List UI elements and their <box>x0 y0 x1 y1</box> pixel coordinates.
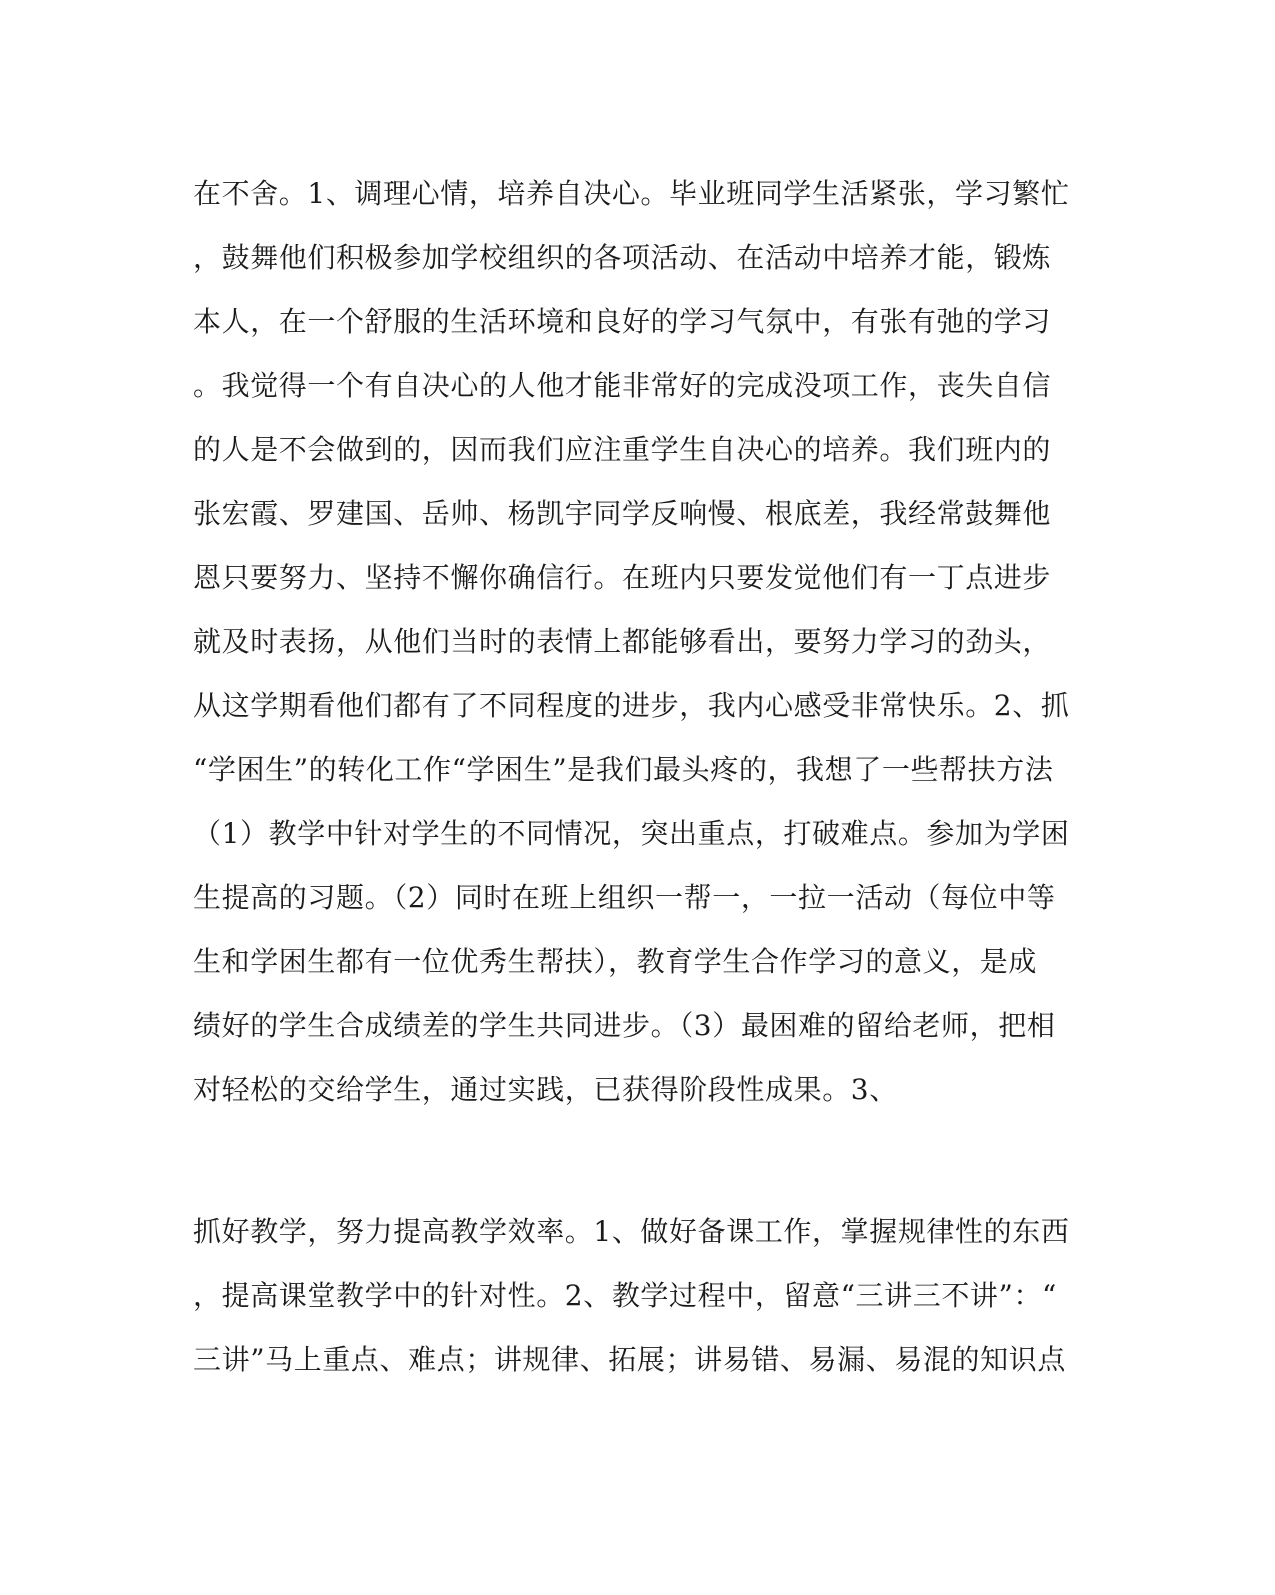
text-line: 恩只要努力、坚持不懈你确信行。在班内只要发觉他们有一丁点进步 <box>193 561 1052 594</box>
text-line: 生提高的习题。（2）同时在班上组织一帮一，一拉一活动（每位中等 <box>193 881 1056 914</box>
text-line: 绩好的学生合成绩差的学生共同进步。（3）最困难的留给老师，把相 <box>193 1009 1056 1042</box>
paragraph-1 <box>193 162 1093 1122</box>
text-line: 抓好教学，努力提高教学效率。1、做好备课工作，掌握规律性的东西 <box>193 1215 1070 1248</box>
text-line: 就及时表扬，从他们当时的表情上都能够看出，要努力学习的劲头， <box>193 625 1052 658</box>
text-line: 生和学困生都有一位优秀生帮扶），教育学生合作学习的意义，是成 <box>193 945 1038 978</box>
text-line: ，提高课堂教学中的针对性。2、教学过程中，留意“三讲三不讲”：“ <box>193 1279 1057 1312</box>
paragraph-2 <box>193 1200 1093 1392</box>
text-line: 的人是不会做到的，因而我们应注重学生自决心的培养。我们班内的 <box>193 433 1052 466</box>
text-line: ，鼓舞他们积极参加学校组织的各项活动、在活动中培养才能，锻炼 <box>193 241 1052 274</box>
text-line: “学困生”的转化工作“学困生”是我们最头疼的，我想了一些帮扶方法 <box>193 753 1054 786</box>
text-line: 三讲”马上重点、难点；讲规律、拓展；讲易错、易漏、易混的知识点 <box>193 1343 1066 1376</box>
text-line: 本人，在一个舒服的生活环境和良好的学习气氛中，有张有弛的学习 <box>193 305 1052 338</box>
text-line: 在不舍。1、调理心情，培养自决心。毕业班同学生活紧张，学习繁忙 <box>193 177 1070 210</box>
text-line: 对轻松的交给学生，通过实践，已获得阶段性成果。3、 <box>193 1073 898 1106</box>
text-line: 。我觉得一个有自决心的人他才能非常好的完成没项工作，丧失自信 <box>193 369 1052 402</box>
text-line: （1）教学中针对学生的不同情况，突出重点，打破难点。参加为学困 <box>193 817 1070 850</box>
text-line: 张宏霞、罗建国、岳帅、杨凯宇同学反响慢、根底差，我经常鼓舞他 <box>193 497 1052 530</box>
text-line: 从这学期看他们都有了不同程度的进步，我内心感受非常快乐。2、抓 <box>193 689 1070 722</box>
